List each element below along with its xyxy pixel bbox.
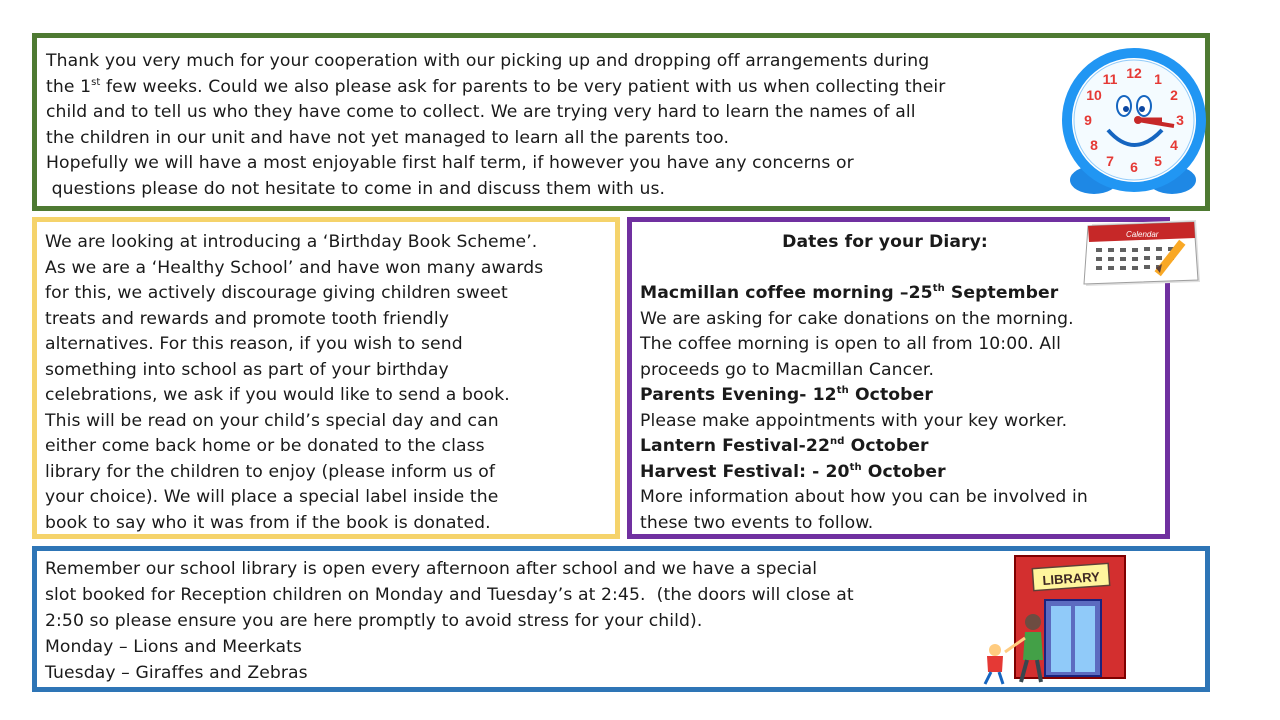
birthday-line: library for the children to enjoy (please inform us of: [45, 461, 496, 482]
clock-number: 7: [1106, 153, 1114, 169]
clock-number: 8: [1090, 137, 1098, 153]
diary-line: The coffee morning is open to all from 10:00. All: [640, 334, 1062, 354]
clock-number: 9: [1084, 112, 1092, 128]
diary-title: Dates for your Diary:: [782, 232, 988, 252]
birthday-line: something into school as part of your birthday: [45, 359, 449, 380]
clock-number: 2: [1170, 87, 1178, 103]
clock-number: 5: [1154, 153, 1162, 169]
birthday-line: your choice). We will place a special label inside the: [45, 487, 499, 507]
library-line: Tuesday – Giraffes and Zebras: [45, 663, 308, 683]
birthday-line: alternatives. For this reason, if you wish to send: [45, 334, 463, 354]
library-line: slot booked for Reception children on Monday and Tuesday’s at 2:45. (the doors will close at: [45, 585, 854, 605]
calendar-label: Calendar: [1126, 230, 1159, 239]
birthday-line: celebrations, we ask if you would like to send a book.: [45, 385, 510, 405]
diary-line: Please make appointments with your key worker.: [640, 410, 1068, 431]
library-text: [45, 556, 854, 686]
birthday-line: As we are a ‘Healthy School’ and have won many awards: [45, 257, 544, 278]
birthday-line: treats and rewards and promote tooth friendly: [45, 308, 449, 329]
library-building-icon: [975, 552, 1135, 688]
clock-number: 11: [1102, 71, 1118, 87]
birthday-line: We are looking at introducing a ‘Birthday Book Scheme’.: [45, 232, 538, 252]
clock-number: 4: [1170, 137, 1178, 153]
birthday-line: either come back home or be donated to the class: [45, 436, 485, 456]
birthday-line: This will be read on your child’s special day and can: [45, 410, 499, 431]
library-line: Remember our school library is open every afternoon after school and we have a special: [45, 559, 818, 579]
clock-number: 1: [1154, 71, 1162, 87]
intro-line: child and to tell us who they have come to collect. We are trying very hard to learn the names of all: [46, 102, 916, 122]
intro-text: [46, 49, 945, 202]
diary-line: We are asking for cake donations on the morning.: [640, 308, 1074, 329]
diary-line: proceeds go to Macmillan Cancer.: [640, 359, 935, 380]
clock-number: 3: [1176, 112, 1184, 128]
clock-icon: [1058, 48, 1210, 198]
birthday-line: for this, we actively discourage giving children sweet: [45, 283, 508, 303]
diary-line: these two events to follow.: [640, 512, 874, 533]
diary-line: Macmillan coffee morning –25th September: [640, 283, 1059, 303]
intro-panel: [32, 33, 1210, 211]
clock-number: 12: [1126, 65, 1142, 81]
intro-line: the 1st few weeks. Could we also please ask for parents to be very patient with us when collecting their: [46, 76, 946, 97]
birthday-panel: [32, 217, 620, 539]
intro-line: Hopefully we will have a most enjoyable first half term, if however you have any concerns or: [46, 153, 854, 173]
calendar-icon: [1078, 218, 1208, 288]
intro-line: Thank you very much for your cooperation with our picking up and dropping off arrangements during: [46, 51, 930, 71]
library-line: 2:50 so please ensure you are here promptly to avoid stress for your child).: [45, 611, 703, 631]
intro-line: questions please do not hesitate to come in and discuss them with us.: [46, 178, 666, 199]
diary-line: Harvest Festival: - 20th October: [640, 461, 946, 482]
clock-number: 6: [1130, 159, 1138, 175]
diary-line: Parents Evening- 12th October: [640, 385, 933, 405]
library-sign: LIBRARY: [1042, 569, 1101, 588]
diary-line: Lantern Festival-22nd October: [640, 436, 929, 456]
intro-line: the children in our unit and have not yet managed to learn all the parents too.: [46, 127, 730, 148]
birthday-line: book to say who it was from if the book is donated.: [45, 512, 491, 533]
library-line: Monday – Lions and Meerkats: [45, 637, 302, 657]
diary-line: More information about how you can be involved in: [640, 487, 1088, 507]
clock-number: 10: [1086, 87, 1102, 103]
birthday-text: [45, 230, 543, 536]
